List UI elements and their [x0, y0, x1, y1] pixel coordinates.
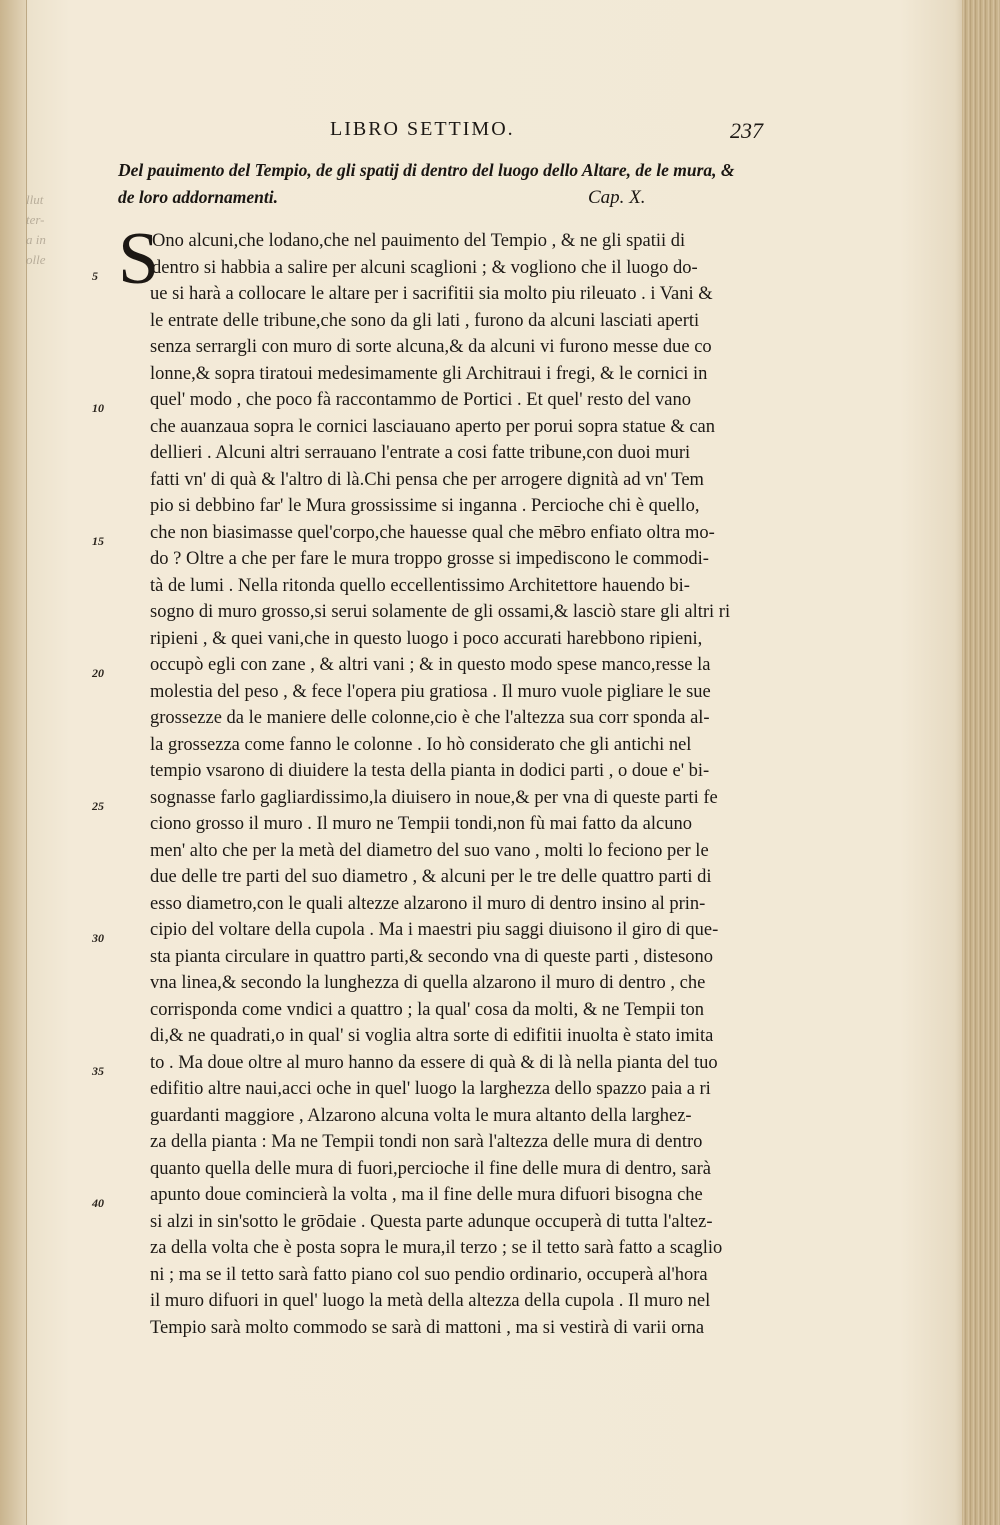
text-line: do ? Oltre a che per fare le mura troppo grosse si impediscono le commodi-	[150, 549, 709, 569]
drop-cap: S	[118, 218, 160, 300]
text-line: za della pianta : Ma ne Tempii tondi non sarà l'altezza delle mura di dentro	[150, 1132, 703, 1152]
bleed-fragment: olle	[26, 252, 46, 267]
line-number: 10	[92, 401, 104, 415]
bleed-fragment: llut	[26, 192, 44, 207]
line-number: 35	[92, 1063, 104, 1078]
text-line: due delle tre parti del suo diametro , & alcuni per le tre delle quattro parti di	[150, 867, 712, 887]
running-title: LIBRO SETTIMO.	[330, 118, 515, 140]
text-line: edifitio altre naui,acci oche in quel' luogo la larghezza dello spazzo paia a ri	[150, 1079, 711, 1099]
text-line: guardanti maggiore , Alzarono alcuna volta le mura altanto della larghez-	[150, 1105, 692, 1126]
text-line: sognasse farlo gagliardissimo,la diuisero in noue,& per vna di queste parti fe	[150, 787, 718, 808]
text-line: tempio vsarono di diuidere la testa della pianta in dodici parti , o doue e' bi-	[150, 761, 710, 781]
text-line: che non biasimasse quel'corpo,che hauesse qual che mēbro enfiato oltra mo-	[150, 522, 715, 543]
text-line: che auanzaua sopra le cornici lasciauano aperto per porui sopra statue & can	[150, 416, 716, 437]
text-line: cipio del voltare della cupola . Ma i maestri piu saggi diuisono il giro di que-	[150, 920, 719, 940]
text-line: grossezze da le maniere delle colonne,cio è che l'altezza sua corr sponda al-	[150, 708, 710, 728]
page-block-edge	[962, 0, 1000, 1525]
line-number: 5	[92, 268, 98, 283]
text-line: men' alto che per la metà del diametro del suo vano , molti lo feciono per le	[150, 840, 709, 861]
line-number: 30	[92, 931, 104, 945]
text-line: tà de lumi . Nella ritonda quello eccellentissimo Architettore hauendo bi-	[150, 575, 690, 596]
text-line: si alzi in sin'sotto le grōdaie . Questa parte adunque occuperà di tutta l'altez-	[150, 1211, 713, 1232]
body-text	[92, 228, 770, 1341]
text-line: quanto quella delle mura di fuori,percioche il fine delle mura di dentro, sarà	[150, 1158, 711, 1179]
text-line: senza serrargli con muro di sorte alcuna,& da alcuni vi furono messe due co	[150, 337, 712, 357]
text-line: occupò egli con zane , & altri vani ; & in questo modo spese manco,resse la	[150, 655, 711, 675]
text-line: quel' modo , che poco fà raccontammo de Portici . Et quel' resto del vano	[150, 390, 691, 410]
facing-page-edge	[0, 0, 27, 1525]
chapter-number: Cap. X.	[588, 187, 646, 208]
text-line: lonne,& sopra tiratoui medesimamente gli Architraui i fregi, & le cornici in	[150, 363, 708, 384]
line-number: 25	[92, 798, 104, 813]
text-line: le entrate delle tribune,che sono da gli lati , furono da alcuni lasciati aperti	[150, 310, 700, 331]
text-line: corrisponda come vndici a quattro ; la qual' cosa da molti, & ne Tempii ton	[150, 999, 704, 1020]
text-line: pio si debbino far' le Mura grossissime si inganna . Percioche chi è quello,	[150, 496, 700, 516]
text-line: vna linea,& secondo la lunghezza di quella alzarono il muro di dentro , che	[150, 973, 706, 993]
chapter-heading	[118, 157, 768, 211]
text-line: Ono alcuni,che lodano,che nel pauimento del Tempio , & ne gli spatii di	[152, 231, 686, 251]
text-line: sta pianta circulare in quattro parti,& secondo vna di queste parti , distesono	[150, 946, 714, 967]
text-line: Tempio sarà molto commodo se sarà di mattoni , ma si vestirà di varii orna	[150, 1317, 705, 1338]
bleed-fragment: ter-	[26, 212, 45, 227]
text-line: sogno di muro grosso,si serui solamente de gli ossami,& lasciò stare gli altri ri	[150, 602, 731, 622]
text-line: dentro si habbia a salire per alcuni scaglioni ; & vogliono che il luogo do-	[152, 257, 698, 278]
text-line: to . Ma doue oltre al muro hanno da essere di quà & di là nella pianta del tuo	[150, 1052, 718, 1073]
text-line: ue si harà a collocare le altare per i sacrifitii sia molto piu rileuato . i Vani &	[150, 284, 713, 304]
text-line: ciono grosso il muro . Il muro ne Tempii tondi,non fù mai fatto da alcuno	[150, 814, 692, 834]
text-line: la grossezza come fanno le colonne . Io hò considerato che gli antichi nel	[150, 734, 692, 755]
text-line: dellieri . Alcuni altri serrauano l'entrate a cosi fatte tribune,con duoi muri	[150, 443, 691, 463]
text-line: apunto doue comincierà la volta , ma il fine delle mura difuori bisogna che	[150, 1185, 703, 1205]
chapter-heading-line-1: Del pauimento del Tempio, de gli spatij di dentro del luogo dello Altare, de le mura, &	[118, 160, 735, 180]
text-line: fatti vn' di quà & l'altro di là.Chi pensa che per arrogere dignità ad vn' Tem	[150, 469, 704, 490]
text-line: za della volta che è posta sopra le mura,il terzo ; se il tetto sarà fatto a scaglio	[150, 1238, 723, 1258]
text-line: esso diametro,con le quali altezze alzarono il muro di dentro insino al prin-	[150, 893, 706, 914]
text-line: il muro difuori in quel' luogo la metà della altezza della cupola . Il muro nel	[150, 1291, 711, 1311]
text-line: di,& ne quadrati,o in qual' si voglia altra sorte di edifitii inuolta è stato imita	[150, 1026, 714, 1046]
text-line: molestia del peso , & fece l'opera piu gratiosa . Il muro vuole pigliare le sue	[150, 681, 711, 702]
page-number: 237	[730, 118, 763, 143]
line-number: 15	[92, 533, 104, 548]
text-line: ni ; ma se il tetto sarà fatto piano col suo pendio ordinario, occuperà al'hora	[150, 1264, 708, 1285]
line-number: 40	[92, 1196, 104, 1210]
line-number: 20	[92, 666, 104, 680]
facing-page-bleed	[26, 190, 71, 310]
chapter-heading-line-2: de loro addornamenti.	[118, 187, 278, 207]
bleed-fragment: a in	[26, 232, 46, 247]
text-line: ripieni , & quei vani,che in questo luogo i poco accurati harebbono ripieni,	[150, 628, 703, 649]
